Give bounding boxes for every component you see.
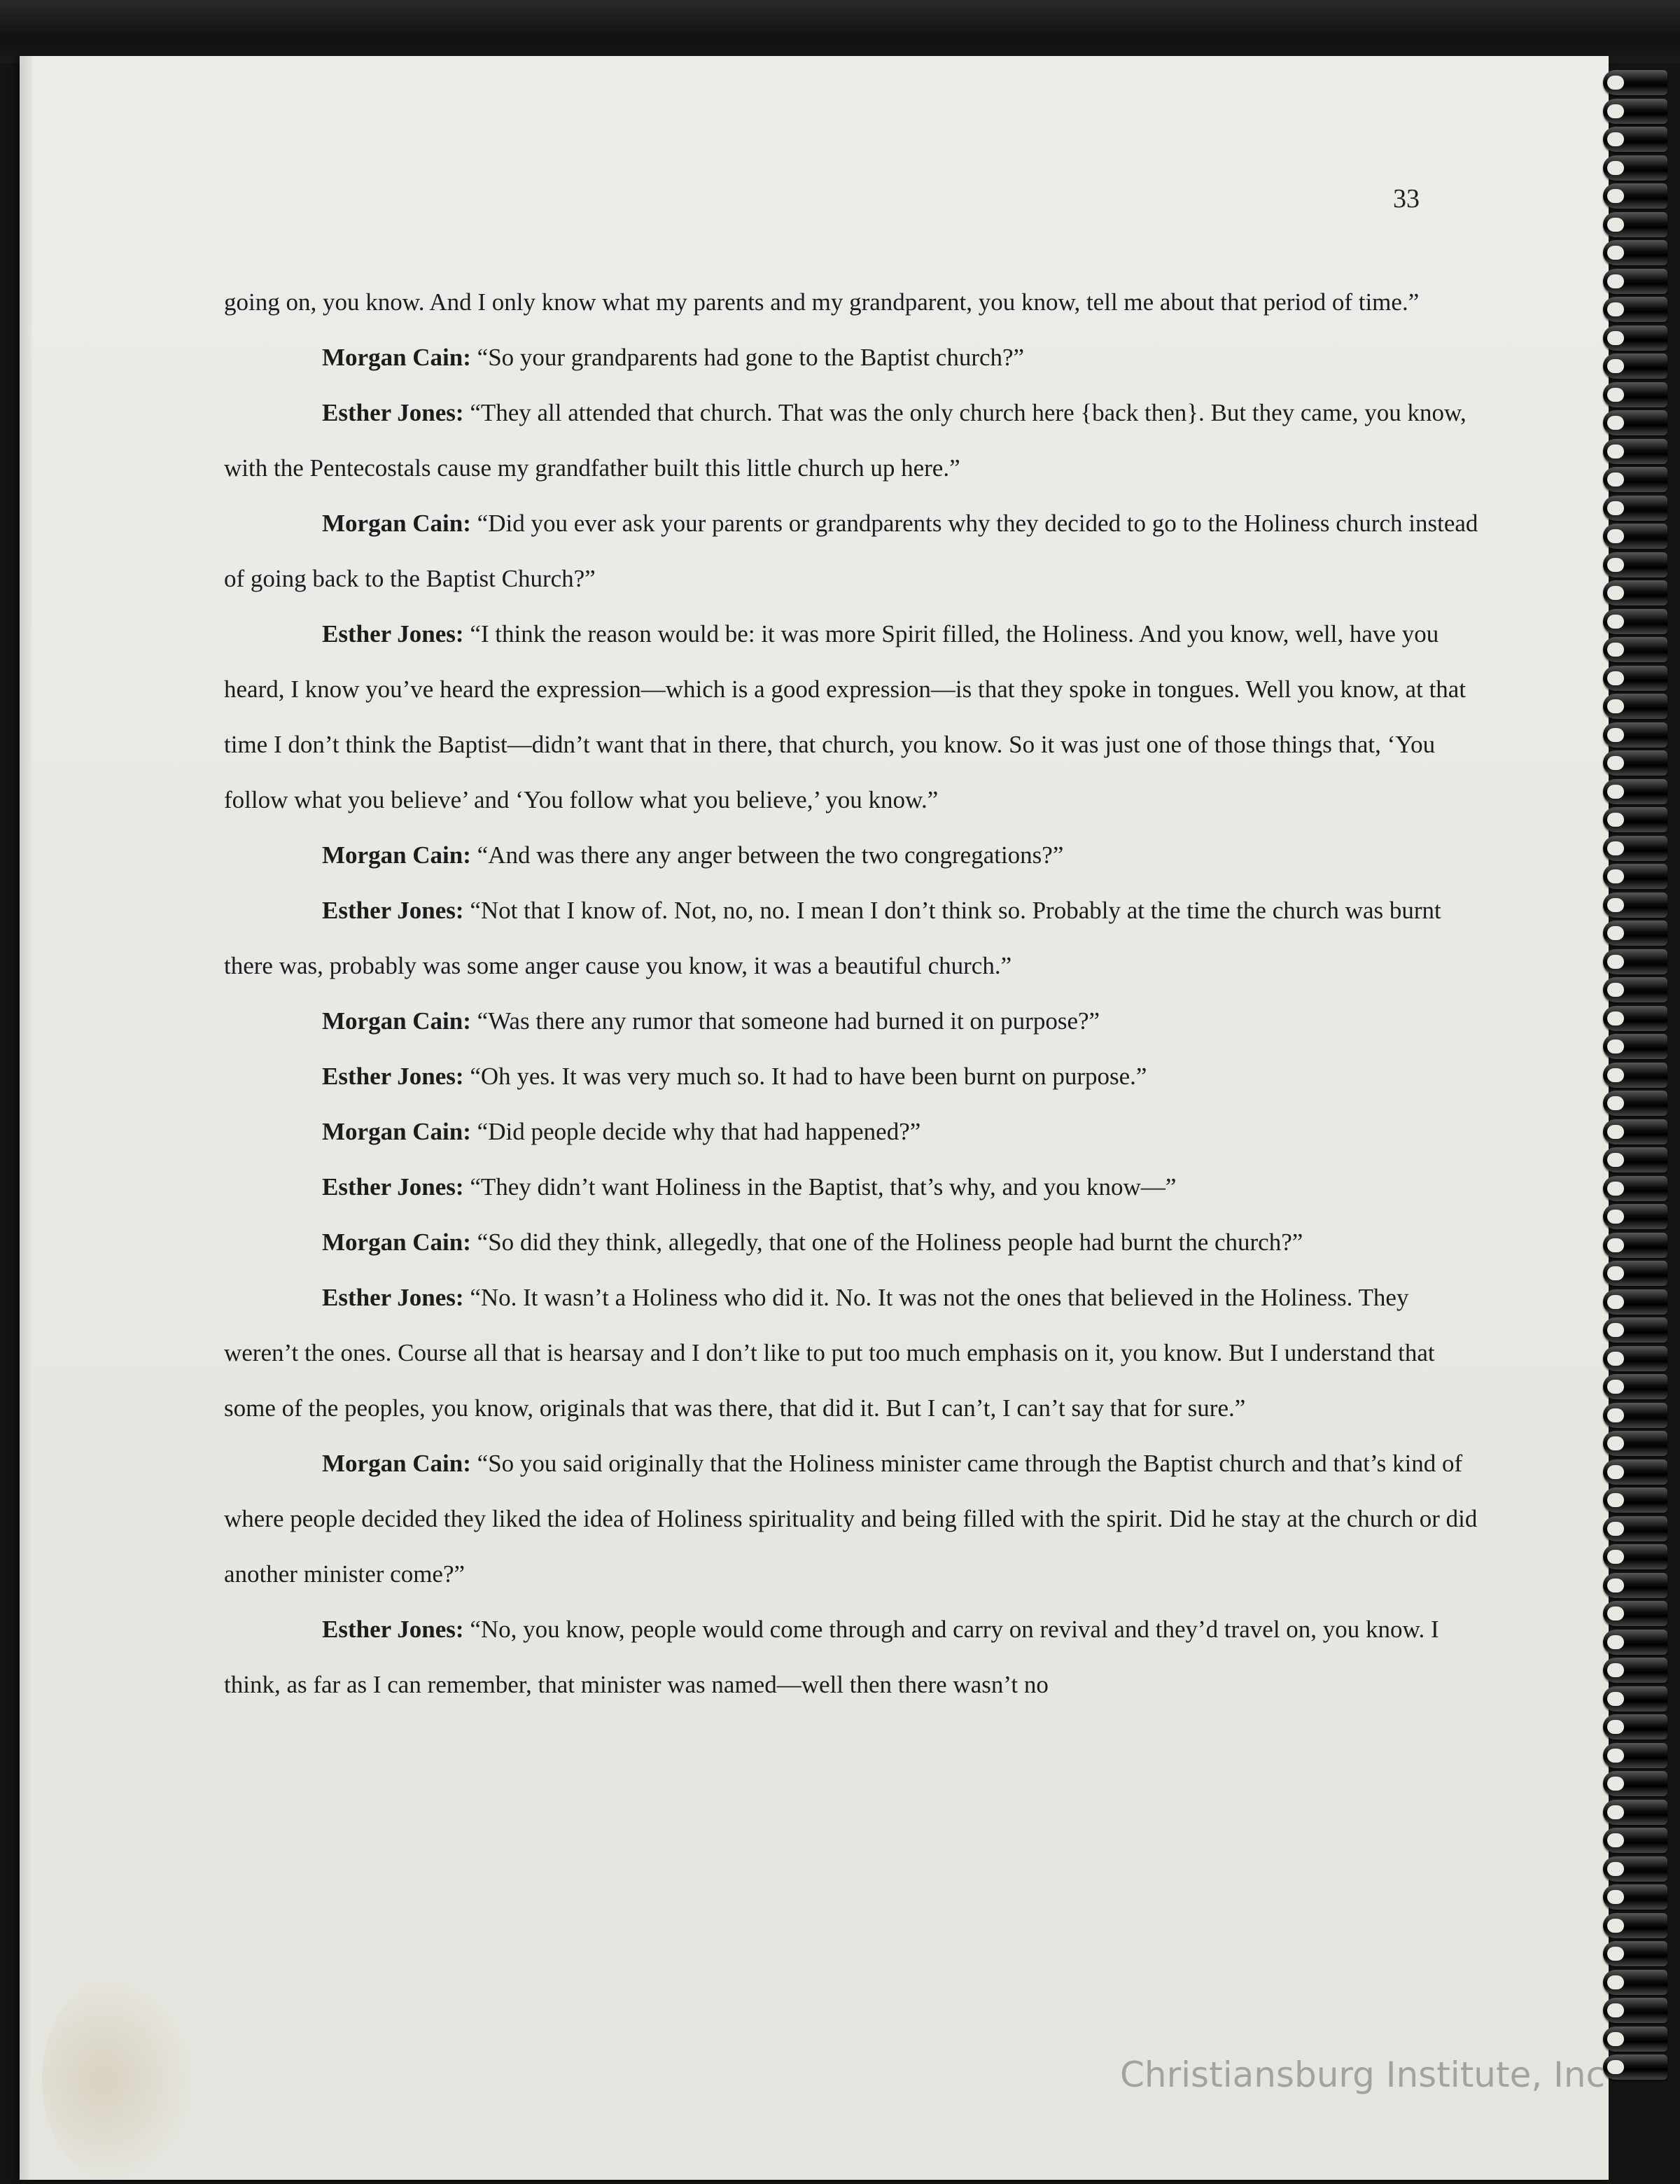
transcript-paragraph [224, 606, 1484, 827]
spiral-coil [1603, 99, 1667, 124]
spiral-coil [1603, 1119, 1667, 1144]
speaker-name: Morgan Cain: [322, 1118, 471, 1145]
spiral-coil [1603, 1743, 1667, 1768]
paragraph-text: “Was there any rumor that someone had burned it on purpose?” [470, 1007, 1100, 1035]
transcript-paragraph [224, 330, 1484, 385]
spiral-coil [1603, 1317, 1667, 1343]
paragraph-text: “No. It wasn’t a Holiness who did it. No. It was not the ones that believed in the Holiness. They weren’t the ones. Course all that is hearsay and I don’t like to put too much emphasis on it, you know. But I understand that some of the peoples, you know, originals that was there, that did it. But I can’t, I can’t say that for sure.” [224, 1284, 1435, 1422]
spiral-coil [1603, 1771, 1667, 1796]
spiral-coil [1603, 666, 1667, 691]
spiral-coil [1603, 2026, 1667, 2052]
paragraph-text: “Oh yes. It was very much so. It had to have been burnt on purpose.” [463, 1063, 1147, 1090]
spiral-coil [1603, 439, 1667, 464]
page-stack-edge [20, 56, 32, 2180]
spiral-coil [1603, 240, 1667, 265]
spiral-coil [1603, 1941, 1667, 1966]
paragraph-text: “So did they think, allegedly, that one of the Holiness people had burnt the church?” [470, 1228, 1303, 1256]
spiral-coil [1603, 836, 1667, 861]
speaker-name: Morgan Cain: [322, 1228, 471, 1256]
spiral-coil [1603, 1884, 1667, 1910]
spiral-coil [1603, 326, 1667, 351]
page-number: 33 [1393, 184, 1420, 214]
spiral-coil [1603, 1176, 1667, 1201]
transcript-paragraph [224, 496, 1484, 606]
spiral-coil [1603, 1573, 1667, 1598]
speaker-name: Esther Jones: [322, 1616, 464, 1643]
spiral-coil [1603, 269, 1667, 294]
transcript-paragraph [224, 1159, 1484, 1214]
spiral-coil [1603, 722, 1667, 748]
paragraph-text: “Not that I know of. Not, no, no. I mean I don’t think so. Probably at the time the church was burnt there was, probably was some anger cause you know, it was a beautiful church.” [224, 897, 1441, 979]
spiral-coil [1603, 1686, 1667, 1712]
spiral-coil [1603, 1091, 1667, 1116]
spiral-coil [1603, 920, 1667, 946]
paragraph-text: “No, you know, people would come through and carry on revival and they’d travel on, you know. I think, as far as I can remember, that minister was named—well then there wasn’t no [224, 1616, 1439, 1698]
paper-stain [42, 1974, 196, 2184]
spiral-coil [1603, 637, 1667, 662]
transcript-paragraph [224, 274, 1484, 330]
spiral-coil [1603, 1800, 1667, 1825]
spiral-coil [1603, 1714, 1667, 1740]
spiral-coil [1603, 1403, 1667, 1428]
speaker-name: Esther Jones: [322, 399, 464, 426]
transcript-paragraph [224, 993, 1484, 1049]
transcript-paragraph [224, 1214, 1484, 1270]
spiral-coil [1603, 1544, 1667, 1569]
transcript-paragraph [224, 827, 1484, 883]
speaker-name: Morgan Cain: [322, 841, 471, 869]
spiral-coil [1603, 70, 1667, 95]
spiral-coil [1603, 155, 1667, 181]
speaker-name: Morgan Cain: [322, 1450, 471, 1477]
spiral-coil [1603, 1658, 1667, 1683]
spiral-coil [1603, 1601, 1667, 1626]
transcript-paragraph [224, 1602, 1484, 1712]
spiral-coil [1603, 1460, 1667, 1485]
spiral-coil [1603, 1913, 1667, 1938]
spiral-coil [1603, 1970, 1667, 1995]
spiral-coil [1603, 1346, 1667, 1371]
spiral-coil [1603, 1630, 1667, 1655]
spiral-coil [1603, 2054, 1667, 2080]
spiral-coil [1603, 750, 1667, 776]
paragraph-text: “They didn’t want Holiness in the Baptist, that’s why, and you know—” [463, 1173, 1177, 1200]
transcript-paragraph [224, 883, 1484, 993]
paragraph-text: “Did people decide why that had happened?” [470, 1118, 921, 1145]
spiral-coil [1603, 1204, 1667, 1229]
spiral-coil [1603, 212, 1667, 237]
spiral-binding [1603, 70, 1680, 2163]
spiral-coil [1603, 410, 1667, 435]
spiral-coil [1603, 496, 1667, 521]
transcript-paragraph [224, 1270, 1484, 1436]
speaker-name: Esther Jones: [322, 620, 464, 648]
spiral-coil [1603, 1431, 1667, 1456]
speaker-name: Morgan Cain: [322, 1007, 471, 1035]
watermark-text: Christiansburg Institute, Inc [1120, 2054, 1606, 2095]
speaker-name: Morgan Cain: [322, 510, 471, 537]
paragraph-text: “I think the reason would be: it was more Spirit filled, the Holiness. And you know, well, have you heard, I know you’ve heard the expression—which is a good expression—is that they spoke in tongues. Well you know, at that time I don’t think the Baptist—didn’t want that in there, that church, you know. So it was just one of those things that, ‘You follow what you believe’ and ‘You follow what you believe,’ you know.” [224, 620, 1466, 813]
spiral-coil [1603, 864, 1667, 889]
transcript-paragraph [224, 1049, 1484, 1104]
speaker-name: Esther Jones: [322, 1284, 464, 1311]
spiral-coil [1603, 1261, 1667, 1286]
spiral-coil [1603, 297, 1667, 322]
spiral-coil [1603, 354, 1667, 379]
transcript-body [224, 274, 1484, 1712]
spiral-coil [1603, 694, 1667, 719]
speaker-name: Esther Jones: [322, 897, 464, 924]
spiral-coil [1603, 1063, 1667, 1088]
speaker-name: Esther Jones: [322, 1063, 464, 1090]
paragraph-text: “And was there any anger between the two congregations?” [470, 841, 1064, 869]
spiral-coil [1603, 183, 1667, 209]
spiral-coil [1603, 382, 1667, 407]
spiral-coil [1603, 1034, 1667, 1059]
paragraph-text: “So you said originally that the Holiness minister came through the Baptist church and that’s kind of where people decided they liked the idea of Holiness spirituality and being filled with the spirit. Did he stay at the church or did another minister come?” [224, 1450, 1478, 1588]
binder-cover [0, 0, 1680, 63]
speaker-name: Morgan Cain: [322, 344, 471, 371]
spiral-coil [1603, 977, 1667, 1002]
spiral-coil [1603, 609, 1667, 634]
spiral-coil [1603, 524, 1667, 549]
spiral-coil [1603, 1233, 1667, 1258]
spiral-coil [1603, 127, 1667, 152]
paragraph-text: “They all attended that church. That was the only church here {back then}. But they came, you know, with the Pentecostals cause my grandfather built this little church up here.” [224, 399, 1466, 482]
spiral-coil [1603, 1374, 1667, 1399]
paragraph-text: going on, you know. And I only know what my parents and my grandparent, you know, tell me about that period of time.” [224, 288, 1420, 316]
spiral-coil [1603, 1488, 1667, 1513]
spiral-coil [1603, 892, 1667, 918]
transcript-paragraph [224, 1436, 1484, 1602]
spiral-coil [1603, 580, 1667, 606]
spiral-coil [1603, 467, 1667, 492]
transcript-paragraph [224, 385, 1484, 496]
spiral-coil [1603, 1289, 1667, 1315]
spiral-coil [1603, 1147, 1667, 1172]
transcript-paragraph [224, 1104, 1484, 1159]
spiral-coil [1603, 1828, 1667, 1853]
spiral-coil [1603, 1006, 1667, 1031]
spiral-coil [1603, 1516, 1667, 1541]
spiral-coil [1603, 1856, 1667, 1882]
spiral-coil [1603, 1998, 1667, 2023]
paragraph-text: “Did you ever ask your parents or grandparents why they decided to go to the Holiness church instead of going back to the Baptist Church?” [224, 510, 1478, 592]
spiral-coil [1603, 949, 1667, 974]
spiral-coil [1603, 807, 1667, 832]
spiral-coil [1603, 552, 1667, 578]
speaker-name: Esther Jones: [322, 1173, 464, 1200]
paragraph-text: “So your grandparents had gone to the Baptist church?” [470, 344, 1025, 371]
spiral-coil [1603, 779, 1667, 804]
